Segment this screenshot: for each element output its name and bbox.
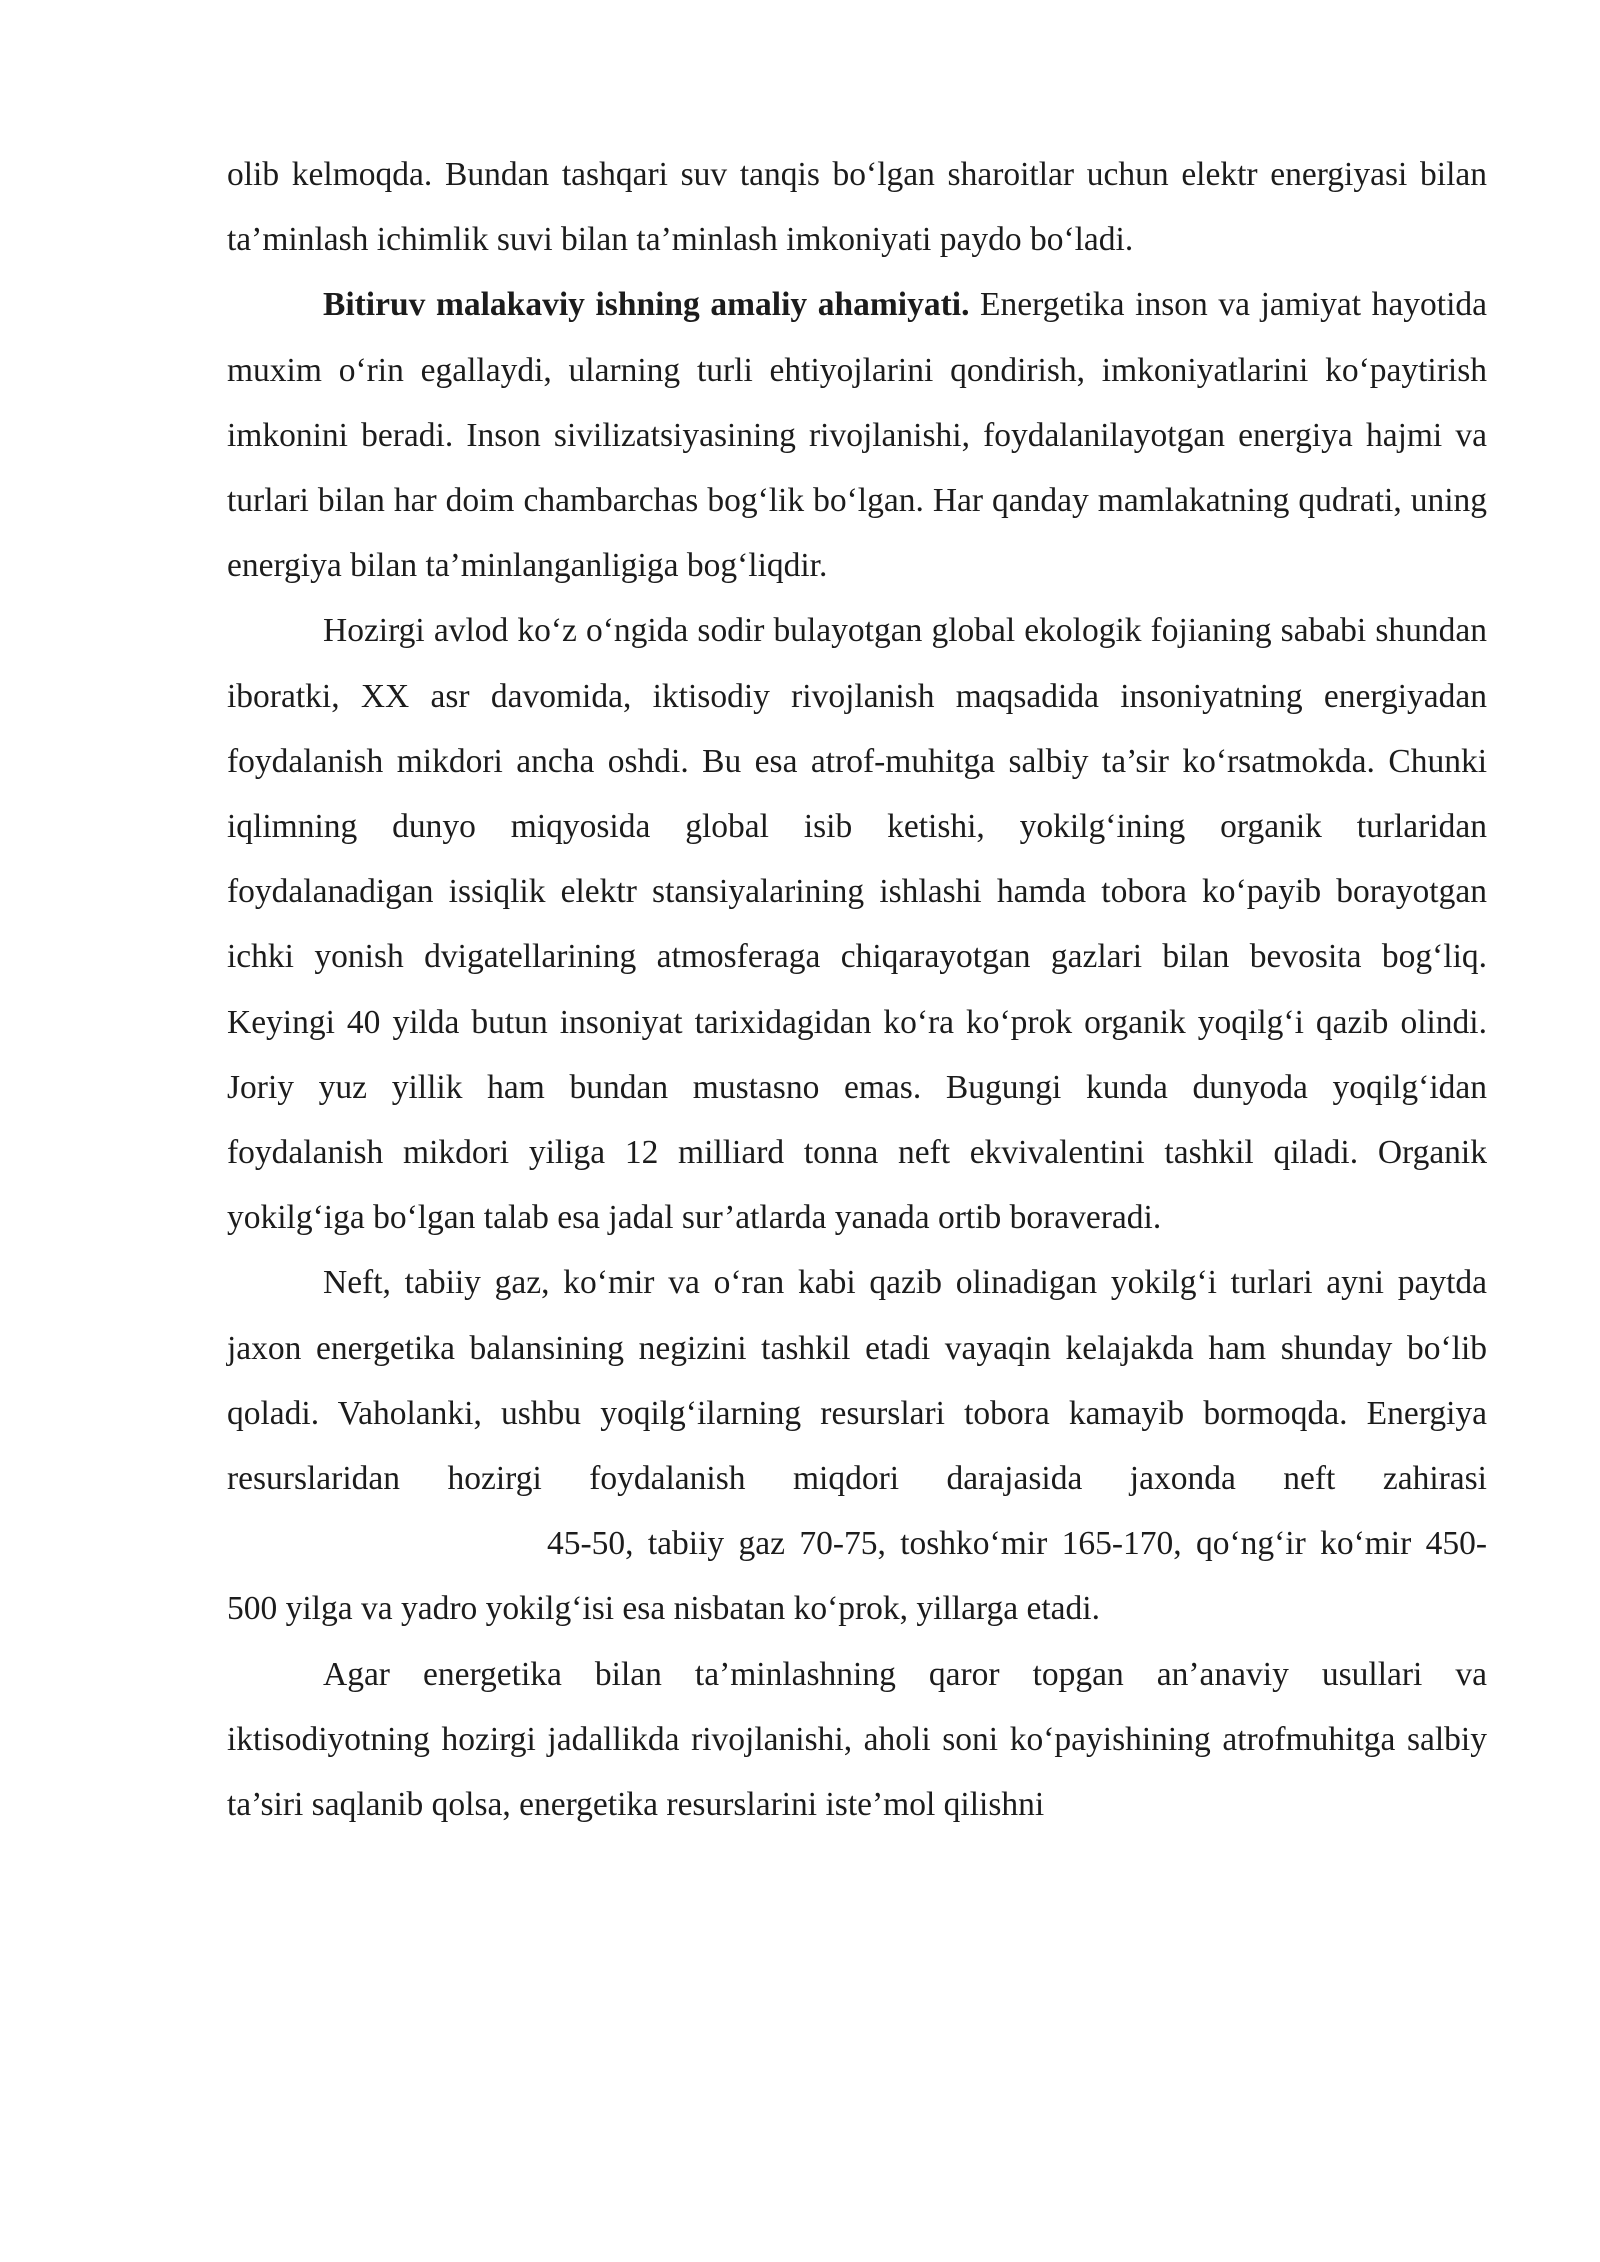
document-body [227, 142, 1487, 1837]
paragraph-4 [227, 1250, 1487, 1641]
paragraph-4-text-b: 45-50, tabiiy gaz 70-75, toshko‘mir 165-170, qo‘ng‘ir ko‘mir 450-500 yilga va yadro yokilg‘isi esa nisbatan ko‘prok, yillarga etadi. [227, 1525, 1487, 1628]
paragraph-2-text: Energetika inson va jamiyat hayotida muxim o‘rin egallaydi, ularning turli ehtiyojlarini qondirish, imkoniyatlarini ko‘paytirish imkonini beradi. Inson sivilizatsiyasining rivojlanishi, foydalanilayotgan energiya hajmi va turlari bilan har doim chambarchas bog‘lik bo‘lgan. Har qanday mamlakatning qudrati, uning energiya bilan ta’minlanganligiga bog‘liqdir. [227, 286, 1488, 585]
paragraph-3: Hozirgi avlod ko‘z o‘ngida sodir bulayotgan global ekologik fojianing sababi shundan iboratki, XX asr davomida, iktisodiy rivojlanish maqsadida insoniyatning energiyadan foydalanish mikdori ancha oshdi. Bu esa atrof-muhitga salbiy ta’sir ko‘rsatmokda. Chunki iqlimning dunyo miqyosida global isib ketishi, yokilg‘ining organik turlaridan foydalanadigan issiqlik elektr stansiyalarining ishlashi hamda tobora ko‘payib borayotgan ichki yonish dvigatellarining atmosferaga chiqarayotgan gazlari bilan bevosita bog‘liq. Keyingi 40 yilda butun insoniyat tarixidagidan ko‘ra ko‘prok organik yoqilg‘i qazib olindi. Joriy yuz yillik ham bundan mustasno emas. Bugungi kunda dunyoda yoqilg‘idan foydalanish mikdori yiliga 12 milliard tonna neft ekvivalentini tashkil qiladi. Organik yokilg‘iga bo‘lgan talab esa jadal sur’atlarda yanada ortib boraveradi. [227, 612, 1487, 1237]
paragraph-5: Agar energetika bilan ta’minlashning qaror topgan an’anaviy usullari va iktisodiyotning hozirgi jadallikda rivojlanishi, aholi soni ko‘payishining atrofmuhitga salbiy ta’siri saqlanib qolsa, energetika resurslarini iste’mol qilishni [227, 1655, 1487, 1824]
paragraph-4-text-a: Neft, tabiiy gaz, ko‘mir va o‘ran kabi qazib olinadigan yokilg‘i turlari ayni paytda jaxon energetika balansining negizini tashkil etadi vayaqin kelajakda ham shunday bo‘lib qoladi. Vaholanki, ushbu yoqilg‘ilarning resurslari tobora kamayib bormoqda. Energiya resurslaridan hozirgi foydalanish miqdori darajasida jaxonda neft zahirasi [227, 1264, 1487, 1498]
section-heading: Bitiruv malakaviy ishning amaliy ahamiyati. [323, 286, 970, 324]
paragraph-2 [227, 272, 1487, 598]
paragraph-1: olib kelmoqda. Bundan tashqari suv tanqis bo‘lgan sharoitlar uchun elektr energiyasi bilan ta’minlash ichimlik suvi bilan ta’minlash imkoniyati paydo bo‘ladi. [227, 156, 1487, 259]
